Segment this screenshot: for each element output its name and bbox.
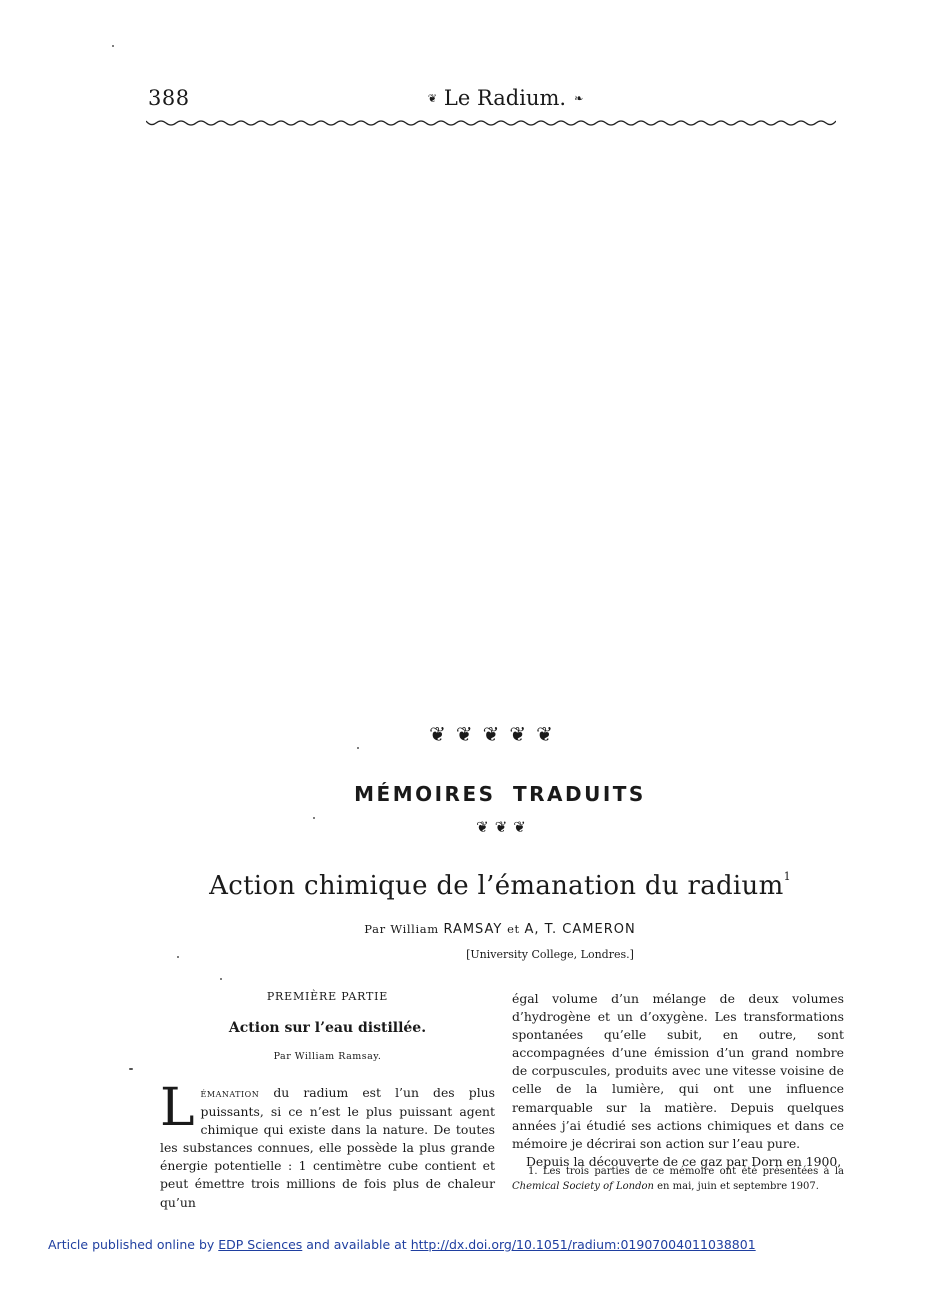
scan-speck [177,956,179,958]
fleuron-icon: ❦ [476,818,495,836]
scan-speck [129,1068,133,1070]
pub-prefix: Article published online by [48,1237,215,1252]
part-subtitle: Action sur l’eau distillée. [228,1020,427,1036]
affiliation: [University College, Londres.] [466,948,634,961]
authors-conjunction: et [507,922,520,936]
running-head [385,86,625,110]
article-title [190,870,810,901]
left-column-body: du radium est l’un des plus puissants, si ce n’est le plus puissant agent chimique qui existe dans la nature. De toutes les substances connues, elle possède la plus grande énergie potentielle : 1 centimètre cube contient et peut émettre trois millions de fois plus de chaleur qu’un [160,1085,495,1210]
footnote-number: 1. [527,1166,538,1177]
wavy-header-rule [146,117,836,129]
author1-first-name: William [390,922,439,936]
fleuron-row-small [454,818,554,836]
author1-last-name: RAMSAY [443,922,503,937]
drop-cap: L [160,1078,195,1138]
authors-prefix: Par [364,922,386,936]
author2-name: A, T. CAMERON [524,922,636,937]
doi-link[interactable]: http://dx.doi.org/10.1051/radium:01907004011038801 [410,1237,756,1252]
fleuron-icon: ❦ [429,722,456,746]
ornament-left-icon: ❦ [427,91,436,105]
article-title-text: Action chimique de l’émanation du radium [209,871,784,901]
footnote-text-before: Les trois parties de ce mémoire ont été présentées à la [542,1166,844,1177]
right-paragraph-1: égal volume d’un mélange de deux volumes d’hydrogène et un d’oxygène. Les transformations spontanées qu’elle subit, en outre, sont accompagnées d’une émission d’un grand nombre de corpuscules, produits avec une vitesse voisine de celle de la lumière, qui ont une influence remarquable sur la matière. Depuis quelques années j’ai étudié ses actions chimiques et dans ce mémoire je décrirai son action sur l’eau pure. [512,991,844,1151]
footnote-society: Chemical Society of London [512,1181,654,1192]
pub-middle: and available at [306,1237,407,1252]
footnote-text-after: en mai, juin et septembre 1907. [657,1181,819,1192]
scan-speck [313,817,315,819]
left-column-text [160,1078,495,1212]
right-column-text [512,990,844,1171]
lead-small-caps: émanation [200,1087,260,1100]
fleuron-icon: ❦ [513,818,532,836]
scan-speck [357,747,359,749]
authors-line [250,922,750,937]
footnote [512,1164,844,1194]
publication-banner [48,1237,908,1252]
right-paragraph-2: Depuis la découverte de ce gaz par Dorn en 1900, [526,1153,842,1169]
journal-name: Le Radium. [443,86,567,110]
part-heading: PREMIÈRE PARTIE [266,990,389,1003]
fleuron-icon: ❦ [509,722,537,746]
section-title: MÉMOIRES TRADUITS [354,782,646,806]
publisher-link[interactable]: EDP Sciences [218,1237,303,1252]
fleuron-icon: ❦ [482,722,510,746]
scan-speck [220,978,222,980]
page-number: 388 [148,86,190,110]
scan-speck [112,45,114,47]
fleuron-icon: ❦ [494,818,514,836]
fleuron-icon: ❦ [536,722,563,746]
ornament-right-icon: ❧ [574,91,583,105]
part-author: Par William Ramsay. [273,1051,382,1062]
fleuron-icon: ❦ [455,722,483,746]
footnote-marker: 1 [783,870,791,883]
fleuron-row [396,722,596,746]
